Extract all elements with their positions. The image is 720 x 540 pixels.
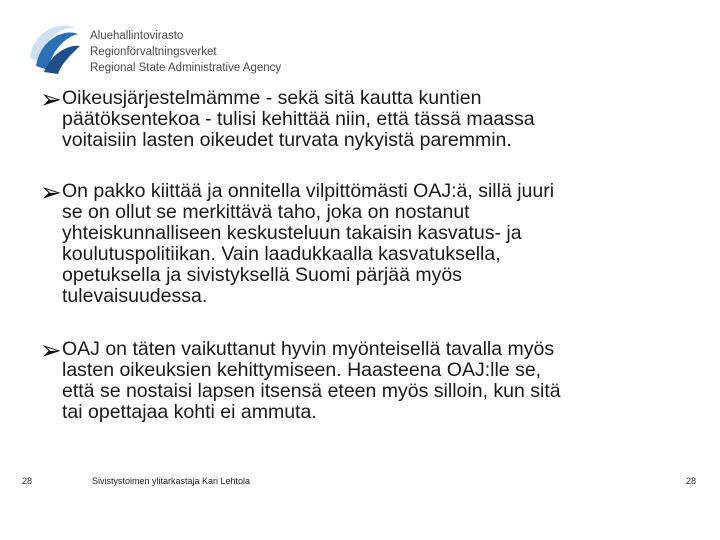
bullet-line: On pakko kiittää ja onnitella vilpittömästi OAJ:ä, sillä juuri [62,180,555,202]
agency-logo [22,18,292,82]
agency-name-sv: Regionförvaltningsverket [90,46,217,58]
bullet-line: lasten oikeuksien kehittymiseen. Haasteena OAJ:lle se, [62,359,542,381]
agency-name-fi: Aluehallintovirasto [90,30,184,42]
bullet-line: opetuksella ja sivistyksellä Suomi pärjää myös [62,264,462,286]
agency-name-en: Regional State Administrative Agency [90,62,282,74]
bullet-item [40,177,700,307]
agency-name-lines [90,28,281,76]
bullet-line: tulevaisuudessa. [62,285,208,307]
bullet-line: tai opettajaa kohti ei ammuta. [62,401,317,423]
slide-footer [0,476,720,496]
bullet-line: päätöksentekoa - tulisi kehittää niin, että tässä maassa [62,108,535,130]
bullet-list [40,84,700,423]
arrow-bullet-icon: ➢ [40,335,62,365]
bullet-line: yhteiskunnalliseen keskusteluun takaisin kasvatus- ja [62,222,522,244]
bullet-line: se on ollut se merkittävä taho, joka on nostanut [62,201,470,223]
page-number-left: 28 [22,476,33,486]
bullet-line: koulutuspolitiikan. Vain laadukkaalla kasvatuksella, [62,243,501,265]
bullet-line: Oikeusjärjestelmämme - sekä sitä kautta kuntien [62,87,482,109]
bullet-line: että se nostaisi lapsen itsensä eteen myös silloin, kun sitä [62,380,561,402]
bullet-line: voitaisiin lasten oikeudet turvata nykyistä paremmin. [62,129,512,151]
page-number-right: 28 [685,476,696,486]
footer-author: Sivistystoimen ylitarkastaja Kari Lehtola [92,476,251,486]
arrow-bullet-icon: ➢ [40,177,62,207]
agency-emblem-icon [22,18,82,78]
bullet-item [40,84,700,151]
arrow-bullet-icon: ➢ [40,84,62,114]
bullet-item [40,335,700,423]
bullet-line: OAJ on täten vaikuttanut hyvin myönteisellä tavalla myös [62,338,555,360]
